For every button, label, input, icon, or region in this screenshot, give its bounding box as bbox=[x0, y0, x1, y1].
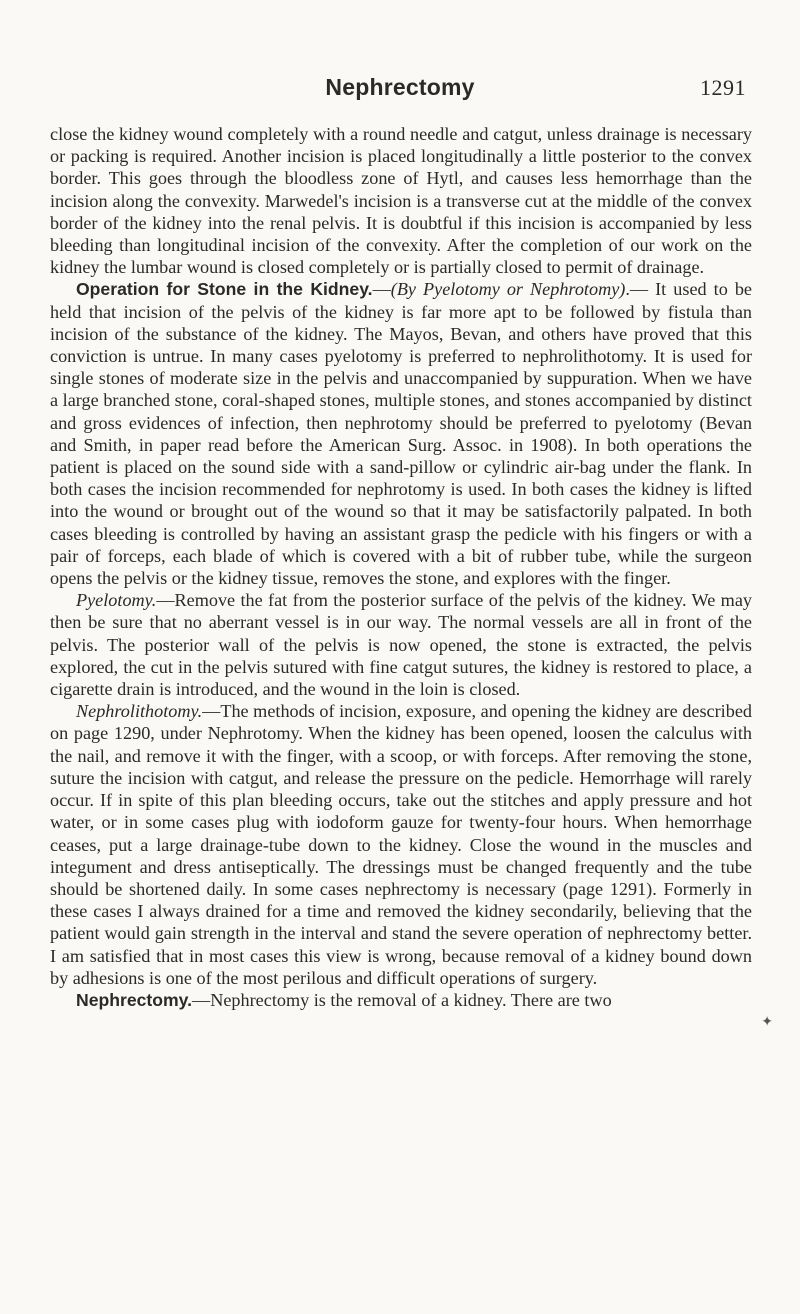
section-nephrectomy bbox=[50, 989, 752, 1011]
dash: .— bbox=[625, 279, 649, 300]
dash: — bbox=[372, 279, 391, 300]
subsection-label-pyelotomy: Pyelotomy. bbox=[76, 590, 157, 611]
dash: — bbox=[192, 989, 211, 1010]
page-number: 1291 bbox=[700, 75, 746, 100]
page-header bbox=[0, 74, 800, 108]
section-subtitle-stone: (By Pyelotomy or Nephrotomy) bbox=[390, 279, 626, 300]
section-title-stone: Operation for Stone in the Kidney. bbox=[76, 279, 373, 300]
subsection-label-nephrolithotomy: Nephrolithotomy. bbox=[76, 701, 203, 722]
subsection-text-pyelotomy: Remove the fat from the posterior surface of the pelvis of the kidney. We may then be sure that no aberrant vessel is in our way. The normal vessels are all in front of the pelvis. The posterior wall of the pelvis is now opened, the stone is extracted, the pelvis explored, the cut in the pelvis sutured with fine catgut sutures, the kidney is restored to place, a cigarette drain is introduced, and the wound in the loin is closed. bbox=[50, 590, 752, 700]
section-text-stone: It used to be held that incision of the pelvis of the kidney is far more apt to be followed by fistula than incision of the substance of the kidney. The Mayos, Bevan, and others have proved that this conviction is untrue. In many cases pyelotomy is preferred to nephrolithotomy. It is used for single stones of moderate size in the pelvis and unaccompanied by suppuration. When we have a large branched stone, coral-shaped stones, multiple stones, and stones accompanied by distinct and gross evidences of infection, then nephrotomy should be preferred to pyelotomy (Bevan and Smith, in paper read before the American Surg. Assoc. in 1908). In both operations the patient is placed on the sound side with a sand-pillow or cylindric air-bag under the flank. In both cases the incision recommended for nephrotomy is used. In both cases the kidney is lifted into the wound or brought out of the wound so that it may be satisfactorily palpated. In both cases bleeding is controlled by having an assistant grasp the pedicle with his fingers or with a pair of forceps, each blade of which is covered with a bit of rubber tube, while the surgeon opens the pelvis or the kidney tissue, removes the stone, and explores with the finger. bbox=[50, 279, 752, 589]
running-title: Nephrectomy bbox=[325, 74, 475, 100]
body-text bbox=[50, 123, 752, 1011]
section-title-nephrectomy: Nephrectomy. bbox=[76, 989, 193, 1010]
section-nephrolithotomy bbox=[50, 700, 752, 989]
section-stone-in-kidney bbox=[50, 278, 752, 589]
subsection-text-nephrolithotomy: The methods of incision, exposure, and opening the kidney are described on page 1290, under Nephrotomy. When the kidney has been opened, loosen the calculus with the nail, and remove it with the finger, with a scoop, or with forceps. After removing the stone, suture the incision with catgut, and release the pressure on the pedicle. Hemorrhage will rarely occur. If in spite of this plan bleeding occurs, take out the stitches and apply pressure and hot water, or in some cases plug with iodoform gauze for twenty-four hours. When hemorrhage ceases, put a large drainage-tube down to the kidney. Close the wound in the muscles and integument and dress antiseptically. The dressings must be changed frequently and the tube should be shortened daily. In some cases nephrectomy is necessary (page 1291). Formerly in these cases I always drained for a time and removed the kidney secondarily, believing that the patient would gain strength in the interval and stand the severe operation of nephrectomy better. I am satisfied that in most cases this view is wrong, because removal of a kidney bound down by adhesions is one of the most perilous and difficult operations of surgery. bbox=[50, 701, 752, 988]
margin-ornament-icon: ✦ bbox=[761, 1015, 773, 1030]
section-pyelotomy bbox=[50, 589, 752, 700]
dash: — bbox=[202, 701, 221, 722]
paragraph-kidney-closure: close the kidney wound completely with a round needle and catgut, unless drainage is necessary or packing is required. Another incision is placed longitudinally a little posterior to the convex border. This goes through the bloodless zone of Hytl, and causes less hemorrhage than the incision along the convexity. Marwedel's incision is a transverse cut at the middle of the convex border of the kidney into the renal pelvis. It is doubtful if this incision is accompanied by less bleeding than longitudinal incision of the convexity. After the completion of our work on the kidney the lumbar wound is closed completely or is partially closed to permit of drainage. bbox=[50, 124, 752, 278]
section-text-nephrectomy: Nephrectomy is the removal of a kidney. There are two bbox=[210, 989, 612, 1010]
dash: — bbox=[156, 590, 175, 611]
